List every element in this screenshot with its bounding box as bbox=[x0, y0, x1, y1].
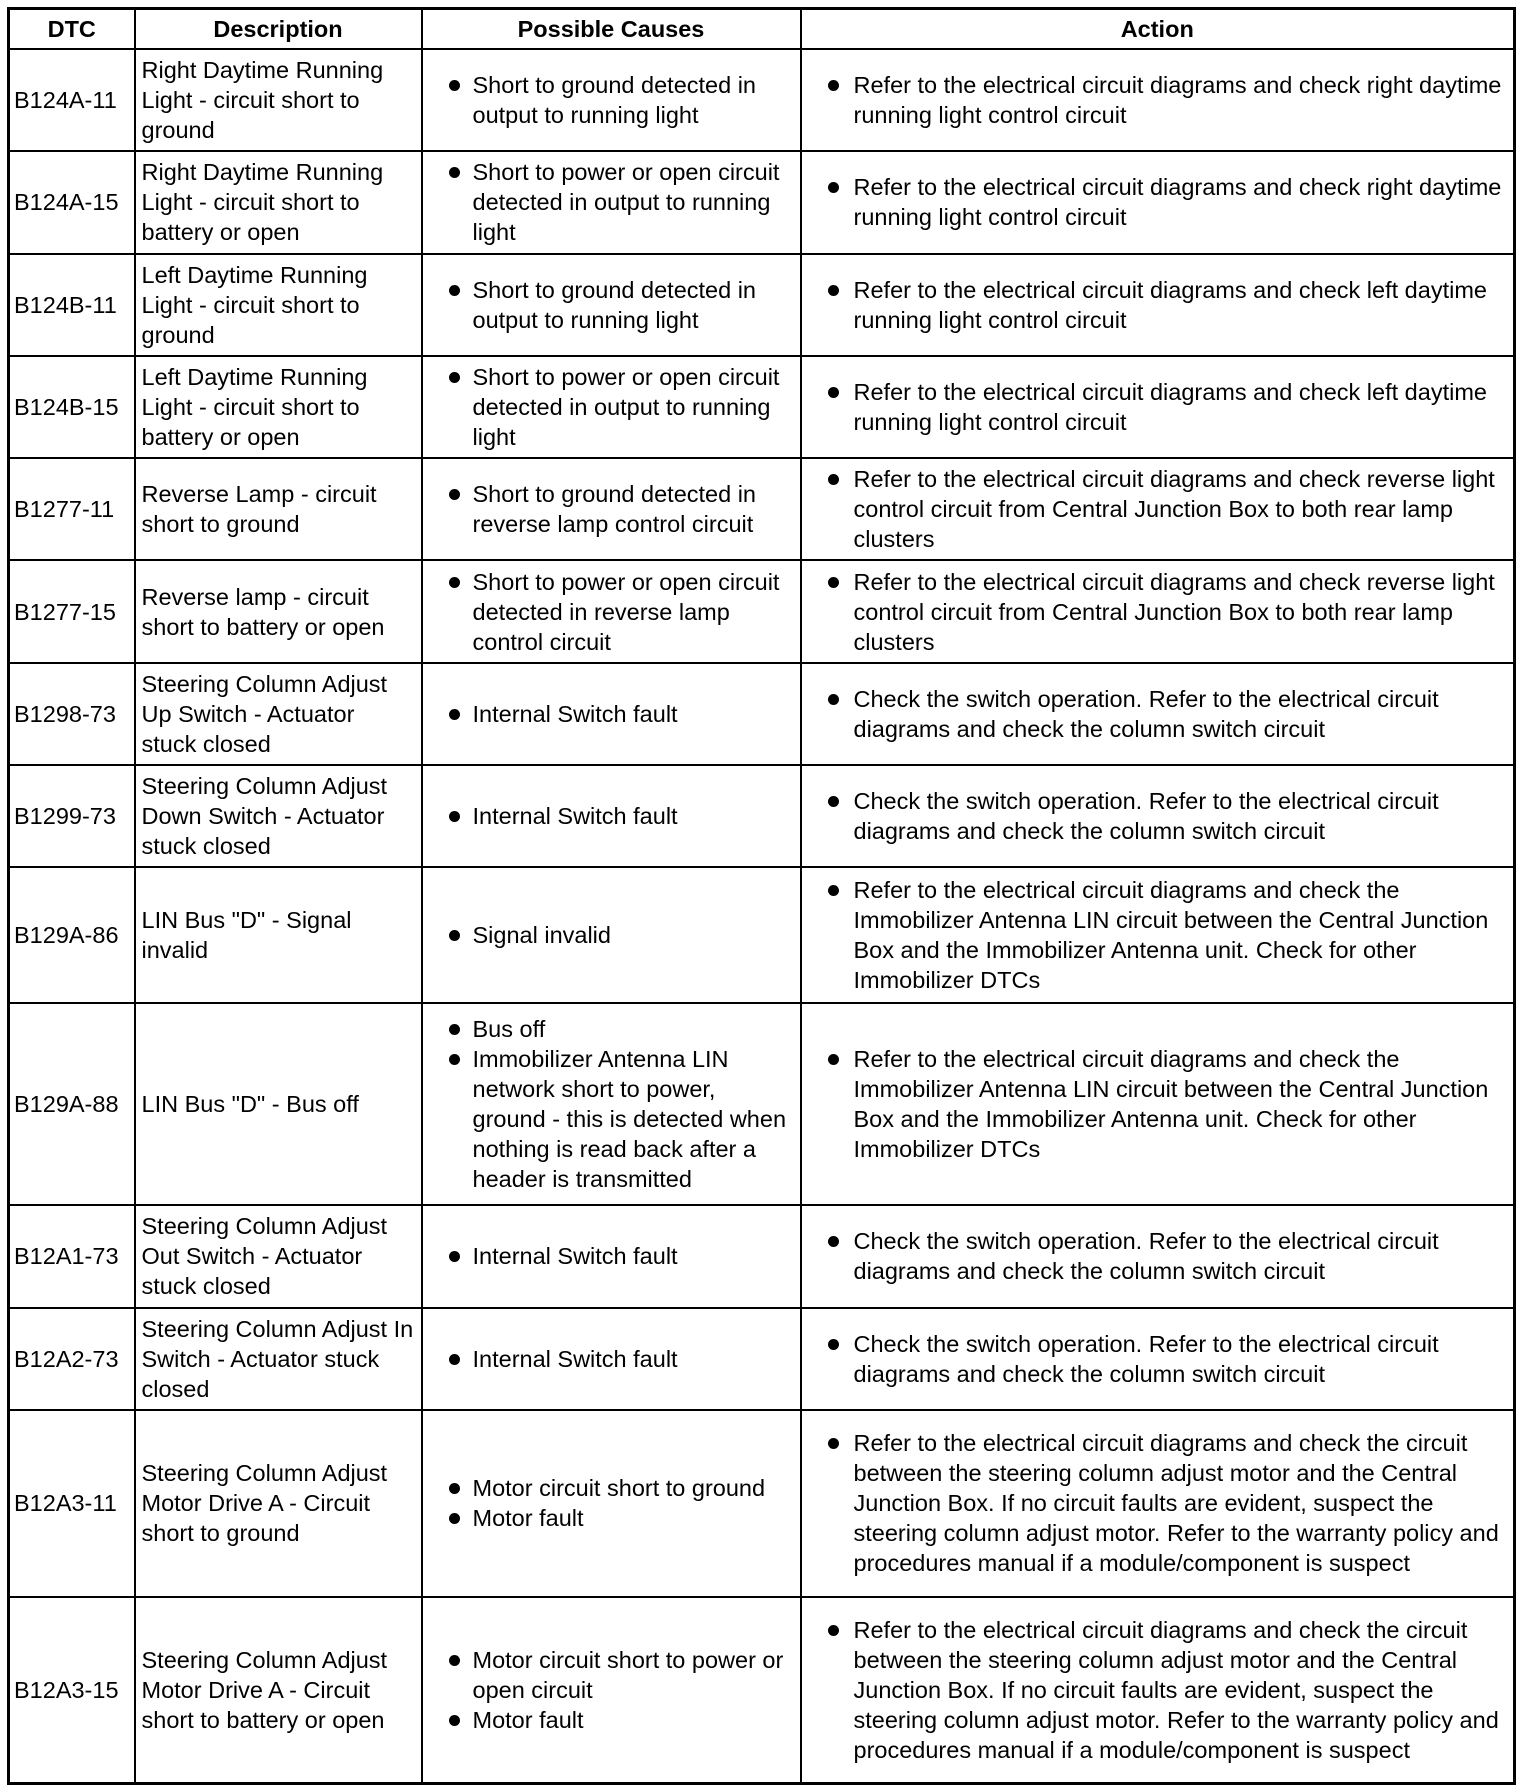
dtc-description: Left Daytime Running Light - circuit short to battery or open bbox=[135, 356, 422, 458]
possible-causes-cell bbox=[422, 1410, 801, 1597]
dtc-code: B124B-15 bbox=[9, 356, 135, 458]
header-row bbox=[9, 9, 1515, 50]
possible-cause-item: Short to ground detected in reverse lamp control circuit bbox=[429, 479, 794, 539]
possible-causes-list bbox=[429, 1014, 794, 1194]
possible-causes-list bbox=[429, 275, 794, 335]
possible-causes-list bbox=[429, 1344, 794, 1374]
possible-causes-list bbox=[429, 362, 794, 452]
action-cell bbox=[801, 458, 1515, 560]
action-item: Check the switch operation. Refer to the electrical circuit diagrams and check the column switch circuit bbox=[808, 684, 1508, 744]
possible-causes-list bbox=[429, 920, 794, 950]
action-list bbox=[808, 1044, 1508, 1164]
header-description: Description bbox=[135, 9, 422, 50]
dtc-code: B124A-11 bbox=[9, 49, 135, 151]
dtc-description: Right Daytime Running Light - circuit short to battery or open bbox=[135, 151, 422, 253]
action-item: Check the switch operation. Refer to the electrical circuit diagrams and check the column switch circuit bbox=[808, 1329, 1508, 1389]
possible-causes-cell bbox=[422, 560, 801, 662]
possible-cause-item: Internal Switch fault bbox=[429, 699, 794, 729]
header-action: Action bbox=[801, 9, 1515, 50]
possible-causes-list bbox=[429, 567, 794, 657]
possible-causes-cell bbox=[422, 151, 801, 253]
possible-causes-list bbox=[429, 1645, 794, 1735]
possible-causes-cell bbox=[422, 1308, 801, 1410]
dtc-description: Left Daytime Running Light - circuit short to ground bbox=[135, 254, 422, 356]
table-body bbox=[9, 49, 1515, 1784]
action-item: Check the switch operation. Refer to the electrical circuit diagrams and check the column switch circuit bbox=[808, 786, 1508, 846]
action-list bbox=[808, 1329, 1508, 1389]
action-item: Refer to the electrical circuit diagrams and check the circuit between the steering column adjust motor and the Central Junction Box. If no circuit faults are evident, suspect the steering column adjust motor. Refer to the warranty policy and procedures manual if a module/component is suspect bbox=[808, 1428, 1508, 1578]
possible-causes-cell bbox=[422, 867, 801, 1003]
action-cell bbox=[801, 1597, 1515, 1784]
possible-causes-cell bbox=[422, 49, 801, 151]
action-cell bbox=[801, 1410, 1515, 1597]
dtc-code: B124A-15 bbox=[9, 151, 135, 253]
possible-causes-list bbox=[429, 157, 794, 247]
dtc-code: B12A2-73 bbox=[9, 1308, 135, 1410]
table-row bbox=[9, 663, 1515, 765]
action-list bbox=[808, 275, 1508, 335]
possible-causes-cell bbox=[422, 458, 801, 560]
action-list bbox=[808, 875, 1508, 995]
dtc-description: Steering Column Adjust In Switch - Actuator stuck closed bbox=[135, 1308, 422, 1410]
possible-cause-item: Motor circuit short to power or open circuit bbox=[429, 1645, 794, 1705]
dtc-description: LIN Bus "D" - Bus off bbox=[135, 1003, 422, 1205]
action-cell bbox=[801, 1308, 1515, 1410]
dtc-code: B12A3-11 bbox=[9, 1410, 135, 1597]
dtc-code: B12A3-15 bbox=[9, 1597, 135, 1784]
possible-cause-item: Internal Switch fault bbox=[429, 1241, 794, 1271]
possible-causes-list bbox=[429, 479, 794, 539]
action-cell bbox=[801, 663, 1515, 765]
table-row bbox=[9, 1003, 1515, 1205]
action-item: Refer to the electrical circuit diagrams and check left daytime running light control circuit bbox=[808, 377, 1508, 437]
dtc-description: LIN Bus "D" - Signal invalid bbox=[135, 867, 422, 1003]
possible-cause-item: Motor fault bbox=[429, 1503, 794, 1533]
action-item: Refer to the electrical circuit diagrams and check right daytime running light control circuit bbox=[808, 172, 1508, 232]
action-list bbox=[808, 786, 1508, 846]
action-list bbox=[808, 1615, 1508, 1765]
possible-cause-item: Bus off bbox=[429, 1014, 794, 1044]
header-possible-causes: Possible Causes bbox=[422, 9, 801, 50]
dtc-description: Right Daytime Running Light - circuit short to ground bbox=[135, 49, 422, 151]
possible-causes-cell bbox=[422, 1205, 801, 1307]
possible-causes-cell bbox=[422, 356, 801, 458]
possible-causes-list bbox=[429, 1241, 794, 1271]
possible-cause-item: Short to power or open circuit detected in output to running light bbox=[429, 362, 794, 452]
action-list bbox=[808, 1428, 1508, 1578]
action-list bbox=[808, 172, 1508, 232]
dtc-code: B1299-73 bbox=[9, 765, 135, 867]
possible-cause-item: Motor circuit short to ground bbox=[429, 1473, 794, 1503]
table-row bbox=[9, 1205, 1515, 1307]
dtc-description: Steering Column Adjust Motor Drive A - Circuit short to ground bbox=[135, 1410, 422, 1597]
action-cell bbox=[801, 49, 1515, 151]
table-row bbox=[9, 151, 1515, 253]
table-row bbox=[9, 1410, 1515, 1597]
dtc-code: B124B-11 bbox=[9, 254, 135, 356]
action-list bbox=[808, 567, 1508, 657]
dtc-code: B129A-88 bbox=[9, 1003, 135, 1205]
dtc-code: B12A1-73 bbox=[9, 1205, 135, 1307]
action-list bbox=[808, 464, 1508, 554]
action-item: Refer to the electrical circuit diagrams and check the circuit between the steering column adjust motor and the Central Junction Box. If no circuit faults are evident, suspect the steering column adjust motor. Refer to the warranty policy and procedures manual if a module/component is suspect bbox=[808, 1615, 1508, 1765]
action-item: Refer to the electrical circuit diagrams and check reverse light control circuit from Central Junction Box to both rear lamp clusters bbox=[808, 567, 1508, 657]
action-item: Refer to the electrical circuit diagrams and check left daytime running light control circuit bbox=[808, 275, 1508, 335]
possible-causes-cell bbox=[422, 1597, 801, 1784]
action-item: Refer to the electrical circuit diagrams and check right daytime running light control circuit bbox=[808, 70, 1508, 130]
possible-cause-item: Short to power or open circuit detected in output to running light bbox=[429, 157, 794, 247]
action-cell bbox=[801, 356, 1515, 458]
action-item: Check the switch operation. Refer to the electrical circuit diagrams and check the column switch circuit bbox=[808, 1226, 1508, 1286]
possible-causes-cell bbox=[422, 663, 801, 765]
possible-cause-item: Signal invalid bbox=[429, 920, 794, 950]
action-list bbox=[808, 377, 1508, 437]
table-row bbox=[9, 254, 1515, 356]
dtc-code: B129A-86 bbox=[9, 867, 135, 1003]
dtc-description: Reverse Lamp - circuit short to ground bbox=[135, 458, 422, 560]
action-list bbox=[808, 1226, 1508, 1286]
header-dtc: DTC bbox=[9, 9, 135, 50]
table-row bbox=[9, 458, 1515, 560]
possible-causes-cell bbox=[422, 765, 801, 867]
possible-cause-item: Immobilizer Antenna LIN network short to power, ground - this is detected when nothing is read back after a header is transmitted bbox=[429, 1044, 794, 1194]
table-row bbox=[9, 1597, 1515, 1784]
possible-causes-cell bbox=[422, 254, 801, 356]
possible-cause-item: Motor fault bbox=[429, 1705, 794, 1735]
dtc-code: B1298-73 bbox=[9, 663, 135, 765]
table-row bbox=[9, 765, 1515, 867]
table-row bbox=[9, 560, 1515, 662]
possible-cause-item: Internal Switch fault bbox=[429, 801, 794, 831]
action-cell bbox=[801, 560, 1515, 662]
action-cell bbox=[801, 1205, 1515, 1307]
action-cell bbox=[801, 254, 1515, 356]
action-list bbox=[808, 70, 1508, 130]
possible-causes-cell bbox=[422, 1003, 801, 1205]
dtc-description: Reverse lamp - circuit short to battery or open bbox=[135, 560, 422, 662]
dtc-code: B1277-15 bbox=[9, 560, 135, 662]
action-list bbox=[808, 684, 1508, 744]
action-item: Refer to the electrical circuit diagrams and check the Immobilizer Antenna LIN circuit between the Central Junction Box and the Immobilizer Antenna unit. Check for other Immobilizer DTCs bbox=[808, 875, 1508, 995]
possible-causes-list bbox=[429, 1473, 794, 1533]
dtc-description: Steering Column Adjust Motor Drive A - Circuit short to battery or open bbox=[135, 1597, 422, 1784]
table-row bbox=[9, 356, 1515, 458]
dtc-description: Steering Column Adjust Up Switch - Actuator stuck closed bbox=[135, 663, 422, 765]
table-row bbox=[9, 49, 1515, 151]
action-cell bbox=[801, 1003, 1515, 1205]
dtc-table bbox=[7, 7, 1516, 1785]
possible-causes-list bbox=[429, 699, 794, 729]
action-cell bbox=[801, 765, 1515, 867]
possible-cause-item: Internal Switch fault bbox=[429, 1344, 794, 1374]
table-row bbox=[9, 867, 1515, 1003]
action-item: Refer to the electrical circuit diagrams and check the Immobilizer Antenna LIN circuit between the Central Junction Box and the Immobilizer Antenna unit. Check for other Immobilizer DTCs bbox=[808, 1044, 1508, 1164]
dtc-description: Steering Column Adjust Out Switch - Actuator stuck closed bbox=[135, 1205, 422, 1307]
possible-causes-list bbox=[429, 70, 794, 130]
action-cell bbox=[801, 867, 1515, 1003]
possible-cause-item: Short to power or open circuit detected in reverse lamp control circuit bbox=[429, 567, 794, 657]
possible-cause-item: Short to ground detected in output to running light bbox=[429, 275, 794, 335]
possible-causes-list bbox=[429, 801, 794, 831]
table-row bbox=[9, 1308, 1515, 1410]
dtc-description: Steering Column Adjust Down Switch - Actuator stuck closed bbox=[135, 765, 422, 867]
dtc-code: B1277-11 bbox=[9, 458, 135, 560]
action-item: Refer to the electrical circuit diagrams and check reverse light control circuit from Central Junction Box to both rear lamp clusters bbox=[808, 464, 1508, 554]
possible-cause-item: Short to ground detected in output to running light bbox=[429, 70, 794, 130]
action-cell bbox=[801, 151, 1515, 253]
